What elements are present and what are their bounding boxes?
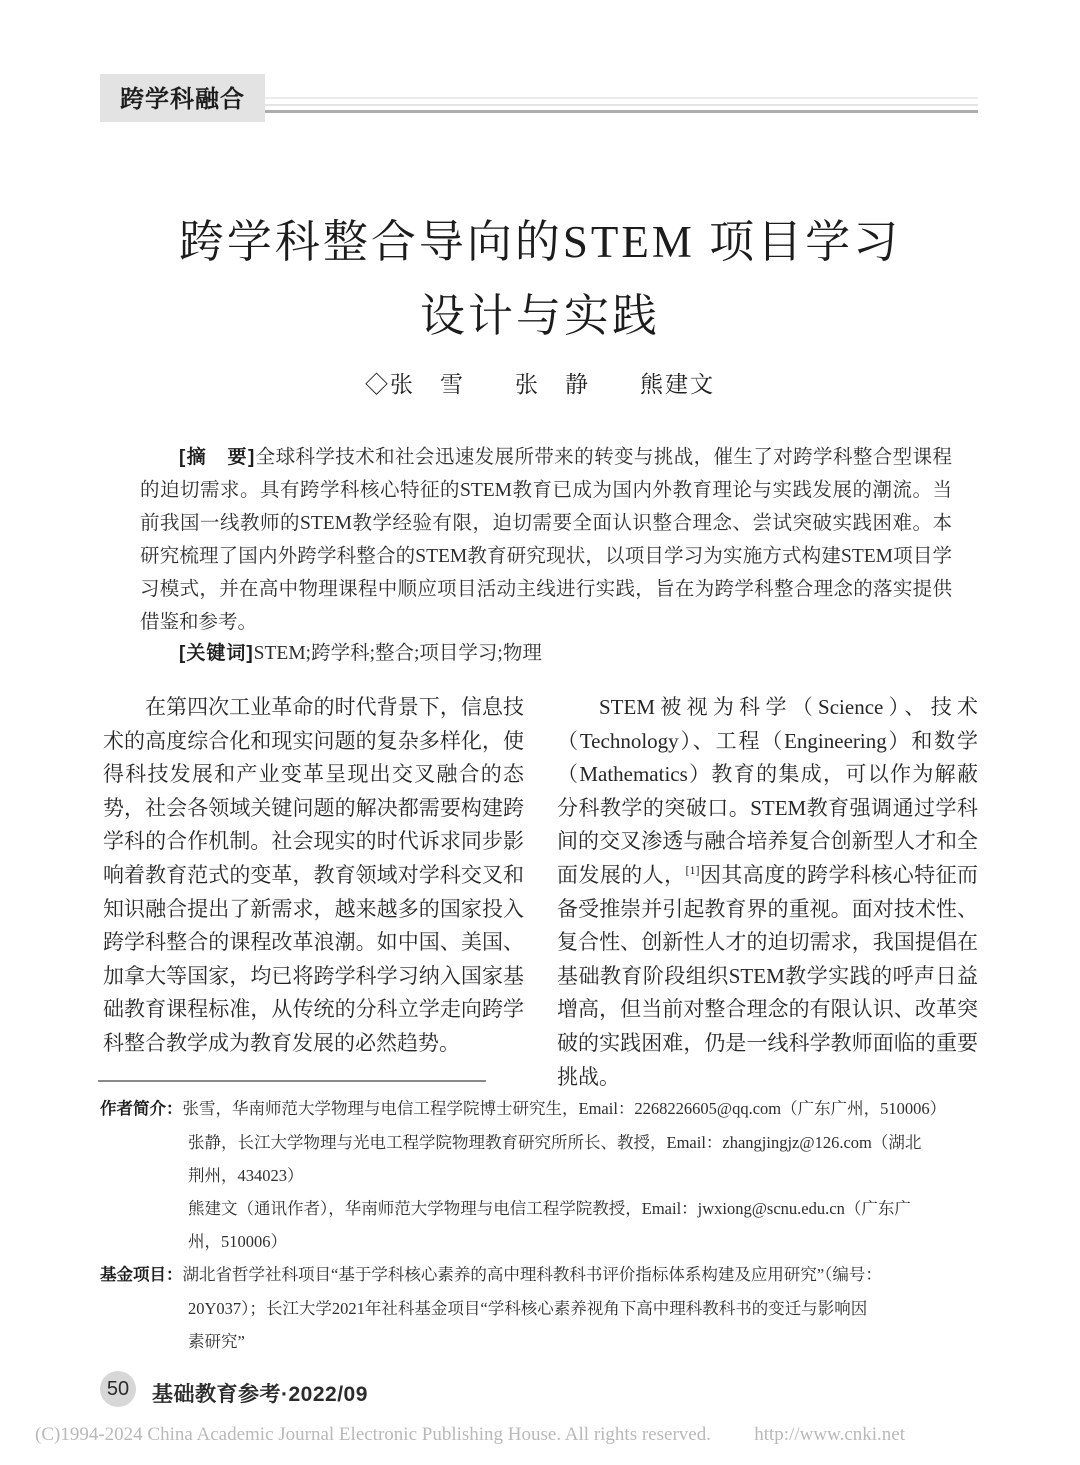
author-bio-label: 作者简介： <box>100 1100 183 1118</box>
footnote-line <box>100 1192 982 1225</box>
footnote-text: 素研究” <box>188 1332 245 1351</box>
journal-info: 基础教育参考·2022/09 <box>152 1383 368 1406</box>
fund-project-label: 基金项目： <box>100 1266 183 1284</box>
article-title-line1: 跨学科整合导向的STEM 项目学习 <box>178 217 902 267</box>
footnote-text: 张雪，华南师范大学物理与电信工程学院博士研究生，Email：2268226605@qq.com（广东广州，510006） <box>182 1099 947 1118</box>
keywords-text: STEM;跨学科;整合;项目学习;物理 <box>253 643 542 664</box>
footnote-text: 张静，长江大学物理与光电工程学院物理教育研究所所长、教授，Email：zhangjingjz@126.com（湖北 <box>188 1133 922 1152</box>
article-title <box>0 205 1080 353</box>
abstract-text: 全球科学技术和社会迅速发展所带来的转变与挑战，催生了对跨学科整合型课程的迫切需求。具有跨学科核心特征的STEM教育已成为国内外教育理论与实践发展的潮流。当前我国一线教师的STEM教学经验有限，迫切需要全面认识整合理念、尝试突破实践困难。本研究梳理了国内外跨学科整合的STEM教育研究现状，以项目学习为实施方式构建STEM项目学习模式，并在高中物理课程中顺应项目活动主线进行实践，旨在为跨学科整合理念的落实提供借鉴和参考。 <box>140 447 952 633</box>
footnote-line <box>100 1092 982 1126</box>
body-paragraph-right <box>557 691 978 1094</box>
footnote-line <box>100 1159 982 1192</box>
footnote-text: 湖北省哲学社科项目“基于学科核心素养的高中理科教科书评价指标体系构建及应用研究”（编号： <box>182 1265 882 1284</box>
footnote-text: 20Y037）；长江大学2021年社科基金项目“学科核心素养视角下高中理科教科书的变迁与影响因 <box>188 1299 868 1318</box>
author-names: ◇张 雪 张 静 熊建文 <box>365 372 715 397</box>
copyright-row <box>35 1424 905 1446</box>
footnote-line <box>100 1258 982 1292</box>
header-rule-thin-1 <box>262 97 978 99</box>
header-rule-thin-2 <box>262 104 978 106</box>
citation-ref-1: [1] <box>685 862 700 877</box>
footnotes-block <box>100 1092 982 1358</box>
keywords <box>140 637 952 665</box>
body-paragraph-left: 在第四次工业革命的时代背景下，信息技术的高度综合化和现实问题的复杂多样化，使得科技发展和产业变革呈现出交叉融合的态势，社会各领域关键问题的解决都需要构建跨学科的合作机制。社会现实的时代诉求同步影响着教育范式的变革，教育领域对学科交叉和知识融合提出了新需求，越来越多的国家投入跨学科整合的课程改革浪潮。如中国、美国、加拿大等国家，均已将跨学科学习纳入国家基础教育课程标准，从传统的分科立学走向跨学科整合教学成为教育发展的必然趋势。 <box>103 695 524 1055</box>
footnote-line <box>100 1292 982 1325</box>
page-number-badge: 50 <box>100 1371 136 1407</box>
body-right-text-2: 因其高度的跨学科核心特征而备受推崇并引起教育界的重视。面对技术性、复合性、创新性人才的迫切需求，我国提倡在基础教育阶段组织STEM教学实践的呼声日益增高，但当前对整合理念的有限认识、改革突破的实践困难，仍是一线科学教师面临的重要挑战。 <box>557 862 979 1089</box>
footnote-text: 州，510006） <box>188 1232 287 1251</box>
footnote-line <box>100 1126 982 1159</box>
cnki-url: http://www.cnki.net <box>754 1424 905 1445</box>
footnote-text: 熊建文（通讯作者），华南师范大学物理与电信工程学院教授，Email：jwxiong@scnu.edu.cn（广东广 <box>188 1199 911 1218</box>
article-title-line2: 设计与实践 <box>419 291 660 341</box>
footnote-text: 荆州，434023） <box>188 1166 304 1185</box>
body-right-text-1: STEM被视为科学（Science）、技术（Technology）、工程（Engineering）和数学（Mathematics）教育的集成，可以作为解蔽分科教学的突破口。STEM教育强调通过学科间的交叉渗透与融合培养复合创新型人才和全面发展的人， <box>557 695 978 887</box>
keywords-label: [关键词] <box>179 643 254 664</box>
body-column-right <box>557 691 978 1094</box>
abstract-label: [摘 要] <box>179 447 256 468</box>
footnote-separator <box>98 1080 486 1082</box>
body-column-left <box>103 691 524 1061</box>
section-badge: 跨学科融合 <box>100 74 265 122</box>
copyright-text: (C)1994-2024 China Academic Journal Electronic Publishing House. All rights reserved. <box>35 1424 711 1445</box>
footnote-line <box>100 1225 982 1258</box>
abstract <box>140 441 952 639</box>
footnote-line <box>100 1325 982 1358</box>
